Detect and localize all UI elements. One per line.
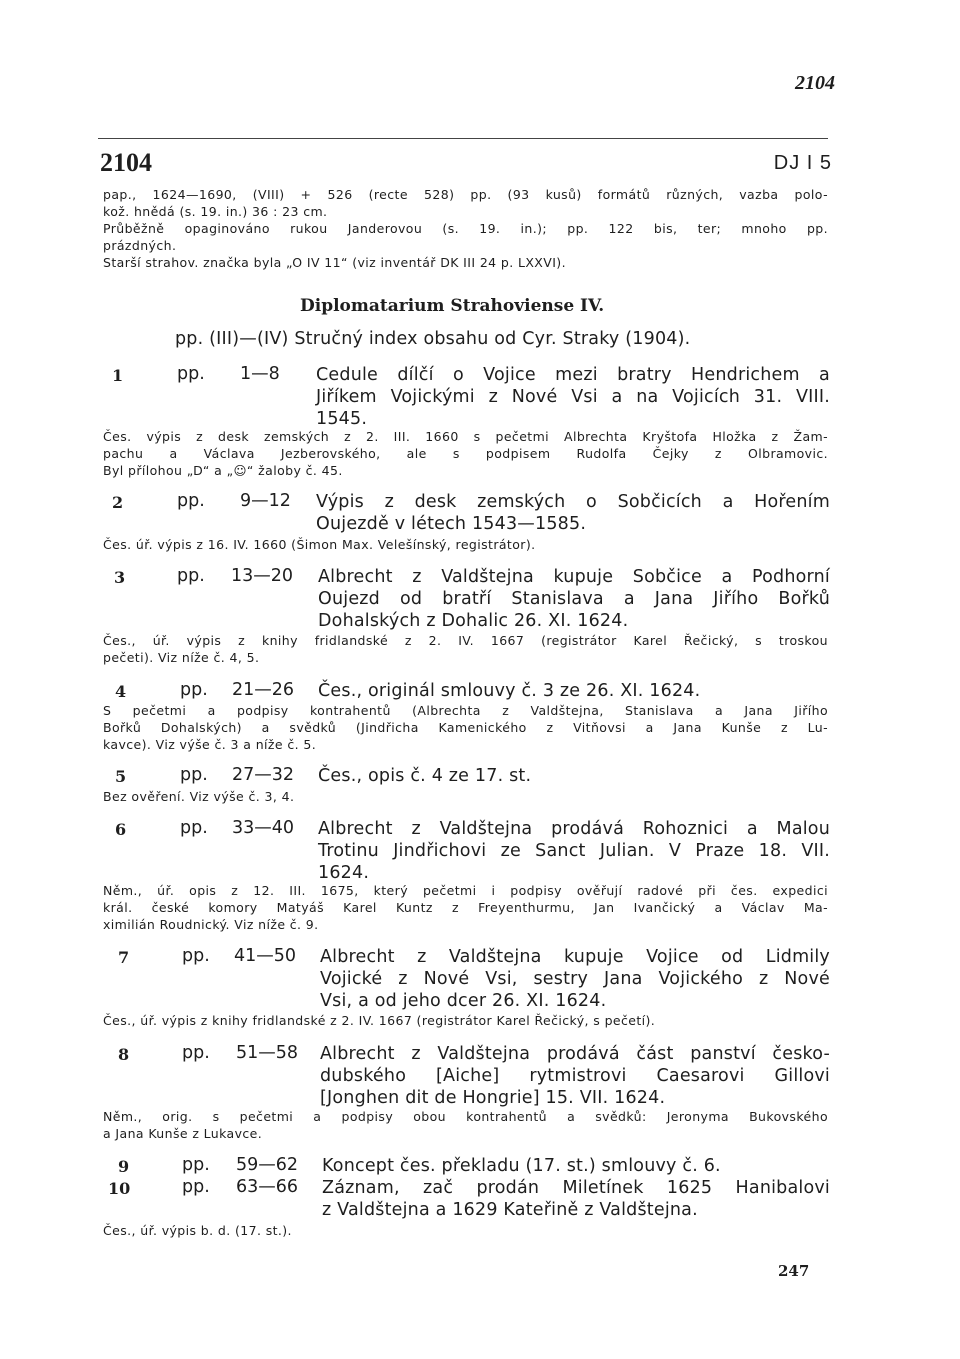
entry-title-line: Trotinu Jindřichovi ze Sanct Julian. V Praze 18. VII.	[318, 841, 830, 861]
page-number: 247	[778, 1262, 810, 1280]
description-block	[103, 186, 828, 271]
entry-title-line: Oujezd od bratří Stanislava a Jana Jiřího Bořků	[318, 589, 830, 609]
entry-title-line: Koncept čes. překladu (17. st.) smlouvy č. 6.	[322, 1156, 721, 1176]
entry-note-line: a Jana Kunše z Lukavce.	[103, 1126, 263, 1141]
entry-page-range: 13—20	[231, 566, 294, 586]
entry-page-range: 21—26	[232, 680, 295, 700]
entry-title-line: Čes., originál smlouvy č. 3 ze 26. XI. 1624.	[318, 681, 701, 701]
entry-note-line: Bez ověření. Viz výše č. 3, 4.	[103, 789, 295, 804]
entry-note-line: pachu a Václava Jezberovského, ale s podpisem Rudolfa Čejky z Olbramovic.	[103, 446, 828, 461]
entry-note-line: pečeti). Viz níže č. 4, 5.	[103, 650, 260, 665]
entry-number: 8	[118, 1045, 130, 1064]
entry-note-line: Čes., úř. výpis z knihy fridlandské z 2. IV. 1667 (registrátor Karel Řečický, s troskou	[103, 633, 828, 648]
entry-page-range: 33—40	[232, 818, 295, 838]
entry-title-line: Vsi, a od jeho dcer 26. XI. 1624.	[320, 991, 607, 1011]
entry-note-line: Čes., úř. výpis b. d. (17. st.).	[103, 1223, 292, 1238]
entry-pp-label: pp.	[182, 946, 210, 966]
entry-title-line: Albrecht z Valdštejna kupuje Vojice od Lidmily	[320, 947, 830, 967]
entry-page-range: 51—58	[236, 1043, 299, 1063]
entry-note-line: kavce). Viz výše č. 3 a níže č. 5.	[103, 737, 317, 752]
entry-note-line: Bořků Dohalských) a svědků (Jindřicha Kamenického z Vitňovsi a Jana Kunše z Lu-	[103, 720, 828, 735]
entry-note-line: ximilián Roudnický. Viz níže č. 9.	[103, 917, 319, 932]
entry-note-line: král. české komory Matyáš Karel Kuntz z Freyenthurmu, Jan Ivančický a Václav Ma-	[103, 900, 828, 915]
entry-note-line: Čes. výpis z desk zemských z 2. III. 1660 s pečetmi Albrechta Kryštofa Hložka z Žam-	[103, 429, 828, 444]
entry-number: 7	[118, 948, 130, 967]
entry-pp-label: pp.	[182, 1043, 210, 1063]
entry-pp-label: pp.	[182, 1155, 210, 1175]
entry-pp-label: pp.	[180, 818, 208, 838]
entry-title-line: Výpis z desk zemských o Sobčicích a Hořením	[316, 492, 830, 512]
entry-page-range: 41—50	[234, 946, 297, 966]
entry-number: 3	[114, 568, 126, 587]
entry-title-line: Záznam, zač prodán Miletínek 1625 Hanibalovi	[322, 1178, 830, 1198]
entry-title-line: z Valdštejna a 1629 Kateřině z Valdštejna.	[322, 1200, 698, 1220]
entry-pp-label: pp.	[182, 1177, 210, 1197]
entry-title-line: Dohalských z Dohalic 26. XI. 1624.	[318, 611, 629, 631]
description-line: kož. hnědá (s. 19. in.) 36 : 23 cm.	[103, 204, 328, 219]
top-rule	[98, 138, 828, 139]
entry-title-line: Oujezdě v létech 1543—1585.	[316, 514, 587, 534]
entry-number: 2	[112, 493, 124, 512]
entry-pp-label: pp.	[177, 566, 205, 586]
description-line: Průběžně opaginováno rukou Janderovou (s. 19. in.); pp. 122 bis, ter; mnoho pp.	[103, 221, 828, 236]
entry-title-line: Jiříkem Vojickými z Nové Vsi a na Vojicích 31. VIII.	[316, 387, 830, 407]
entry-page-range: 27—32	[232, 765, 295, 785]
entry-title-line: Vojické z Nové Vsi, sestry Jana Vojického z Nové	[320, 969, 830, 989]
entry-number: 6	[115, 820, 127, 839]
entry-note-line: Byl přílohou „D“ a „☺“ žaloby č. 45.	[103, 463, 343, 478]
entry-title-line: Čes., opis č. 4 ze 17. st.	[318, 766, 532, 786]
entry-number: 1	[112, 366, 124, 385]
entry-pp-label: pp.	[180, 680, 208, 700]
entry-title-line: Cedule dílčí o Vojice mezi bratry Hendrichem a	[316, 365, 830, 385]
shelf-signature: DJ I 5	[773, 152, 832, 174]
entry-pp-label: pp.	[177, 364, 205, 384]
description-line: Starší strahov. značka byla „O IV 11“ (viz inventář DK III 24 p. LXXVI).	[103, 255, 566, 270]
description-line: prázdných.	[103, 238, 177, 253]
entry-title-line: 1624.	[318, 863, 370, 883]
entry-number: 9	[118, 1157, 130, 1176]
description-line: pap., 1624—1690, (VIII) + 526 (recte 528) pp. (93 kusů) formátů různých, vazba polo-	[103, 187, 828, 202]
running-head: 2104	[795, 72, 835, 94]
item-number: 2104	[100, 148, 152, 177]
entry-note-line: Čes., úř. výpis z knihy fridlandské z 2. IV. 1667 (registrátor Karel Řečický, s pečetí).	[103, 1013, 656, 1028]
entry-title-line: dubského [Aiche] rytmistrovi Caesarovi Gillovi	[320, 1066, 830, 1086]
entry-page-range: 1—8	[240, 364, 280, 384]
entry-title-line: [Jonghen dit de Hongrie] 15. VII. 1624.	[320, 1088, 666, 1108]
entry-note-line: Něm., úř. opis z 12. III. 1675, který pečetmi i podpisy ověřují radové při čes. expedici	[103, 883, 828, 898]
entry-number: 10	[108, 1179, 131, 1198]
entry-pp-label: pp.	[177, 491, 205, 511]
entry-pp-label: pp.	[180, 765, 208, 785]
entry-number: 5	[115, 767, 127, 786]
entry-page-range: 9—12	[240, 491, 291, 511]
series-title: Diplomatarium Strahoviense IV.	[300, 296, 605, 316]
entry-page-range: 63—66	[236, 1177, 299, 1197]
entry-page-range: 59—62	[236, 1155, 299, 1175]
entry-title-line: Albrecht z Valdštejna prodává Rohoznici a Malou	[318, 819, 830, 839]
entry-note-line: Něm., orig. s pečetmi a podpisy obou kontrahentů a svědků: Jeronyma Bukovského	[103, 1109, 828, 1124]
entry-note-line: S pečetmi a podpisy kontrahentů (Albrechta z Valdštejna, Stanislava a Jana Jiřího	[103, 703, 828, 718]
entry-title-line: 1545.	[316, 409, 368, 429]
entry-number: 4	[115, 682, 127, 701]
entry-note-line: Čes. úř. výpis z 16. IV. 1660 (Šimon Max. Velešínský, registrátor).	[103, 537, 536, 552]
index-line: pp. (III)—(IV) Stručný index obsahu od Cyr. Straky (1904).	[175, 329, 691, 349]
entry-title-line: Albrecht z Valdštejna kupuje Sobčice a Podhorní	[318, 567, 830, 587]
entry-title-line: Albrecht z Valdštejna prodává část panství česko-	[320, 1044, 830, 1064]
